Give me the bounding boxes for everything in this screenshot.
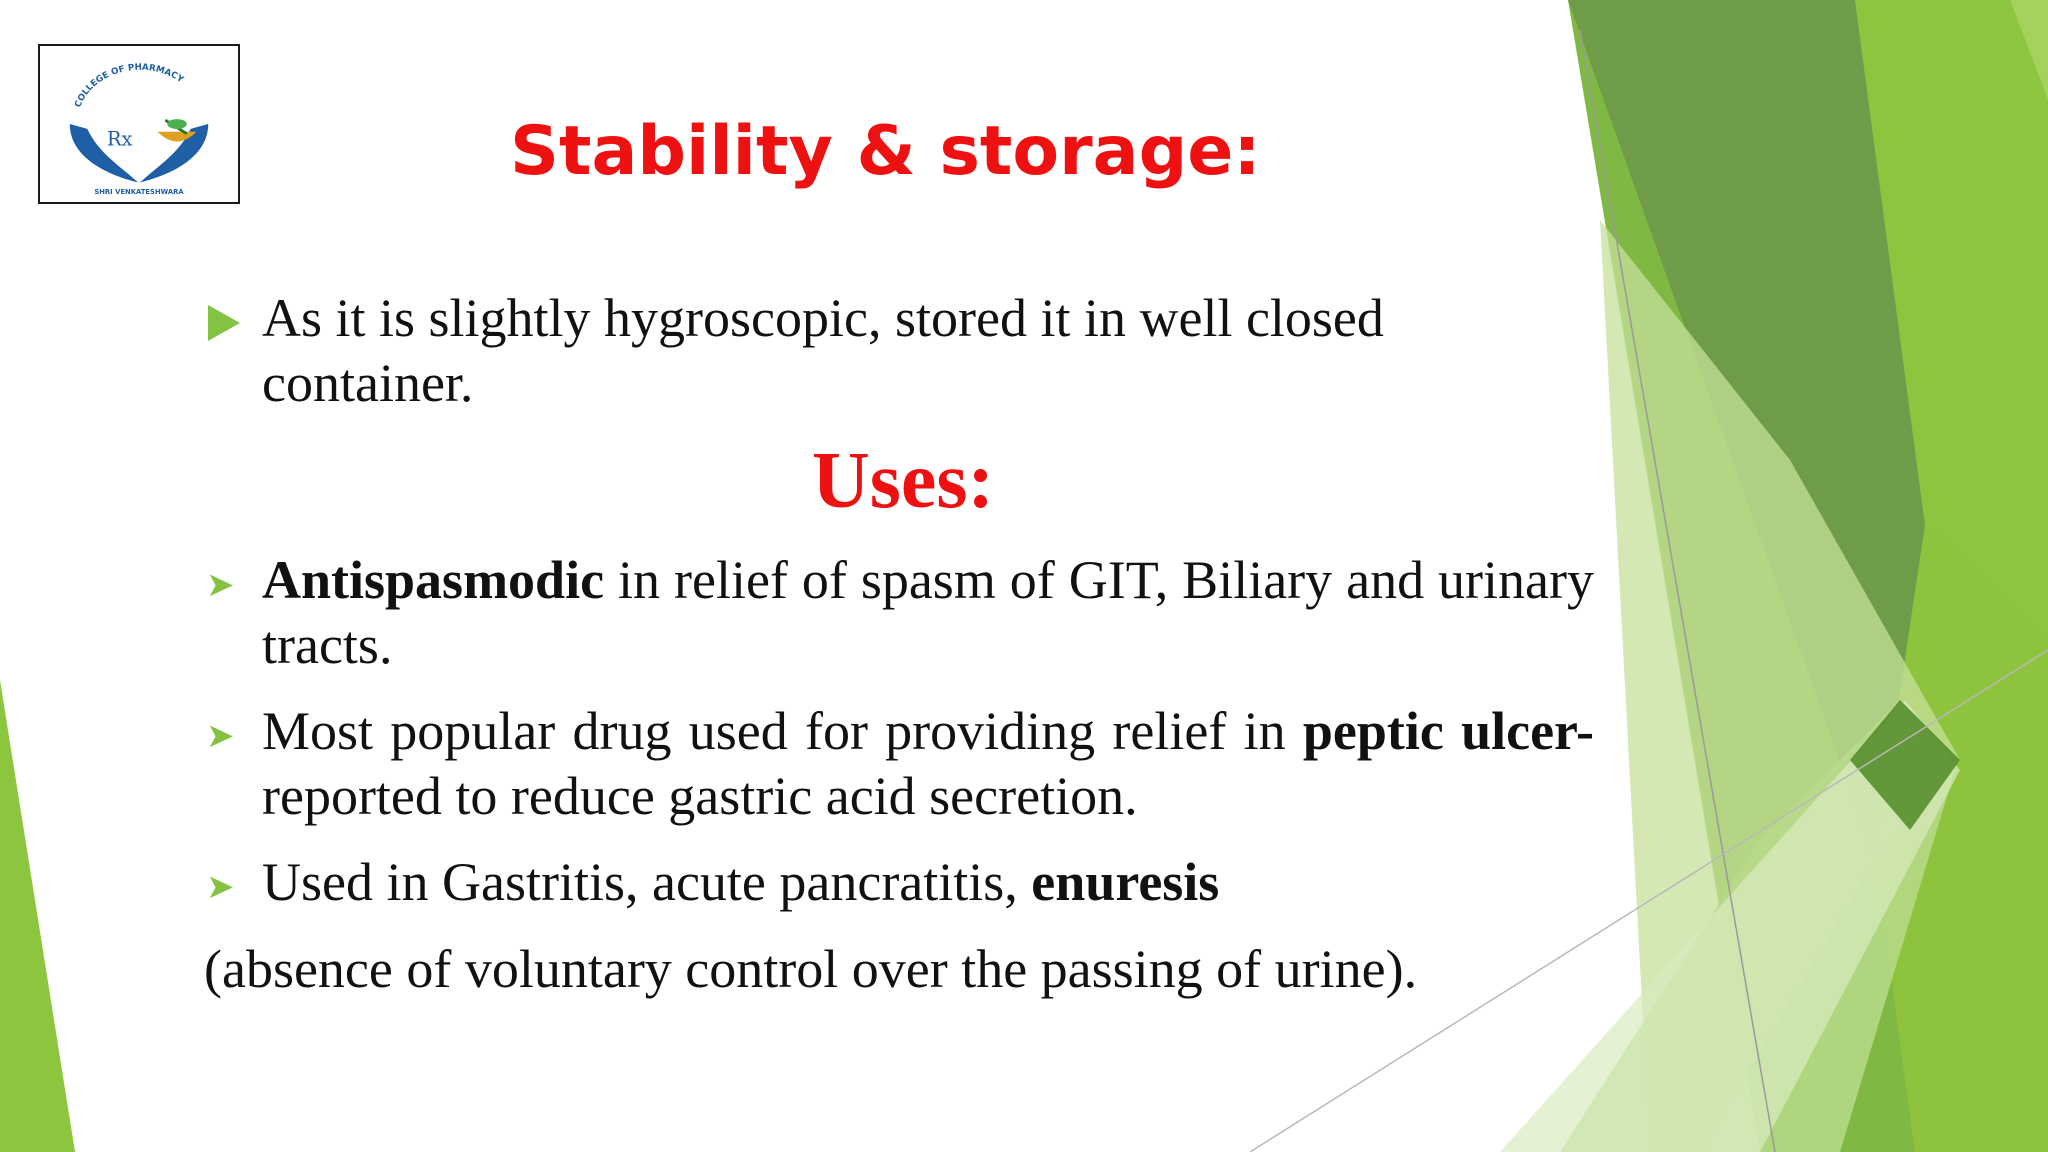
svg-text:Rx: Rx <box>106 127 133 151</box>
arrow-bullet-icon: ➤ <box>206 716 235 756</box>
use-bold-term: peptic ulcer- <box>1302 701 1594 761</box>
triangle-bullet-icon <box>206 303 242 343</box>
use-text: Used in Gastritis, acute pancratitis, <box>262 852 1032 912</box>
use-bold-term: enuresis <box>1031 852 1220 912</box>
use-text: Most popular drug used for providing relief in <box>262 701 1303 761</box>
college-logo <box>38 44 240 204</box>
uses-heading: Uses: <box>812 437 995 525</box>
svg-text:COLLEGE OF PHARMACY: COLLEGE OF PHARMACY <box>73 62 186 110</box>
enuresis-note: (absence of voluntary control over the passing of urine). <box>204 939 1418 999</box>
slide-title: Stability & storage: <box>510 112 1261 191</box>
storage-point: As it is slightly hygroscopic, stored it in well closed container. <box>262 288 1384 413</box>
logo-emblem-icon <box>40 46 238 202</box>
arrow-bullet-icon: ➤ <box>206 867 235 907</box>
svg-text:SHRI VENKATESHWARA: SHRI VENKATESHWARA <box>94 188 184 197</box>
use-item <box>262 850 1594 915</box>
use-item <box>262 699 1594 829</box>
use-text-after: reported to reduce gastric acid secretion. <box>262 766 1138 826</box>
use-text: in relief of spasm of GIT, Biliary and urinary tracts. <box>262 550 1594 675</box>
arrow-bullet-icon: ➤ <box>206 565 235 605</box>
use-item <box>262 548 1594 678</box>
use-bold-lead: Antispasmodic <box>262 550 605 610</box>
